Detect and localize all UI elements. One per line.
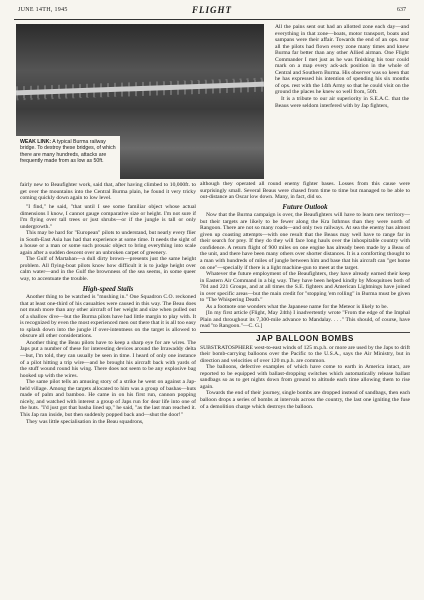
paragraph: Whatever the future employment of the Beaufighters, they have already earned their keep in Eastern Air Command in a big way. They have been helped kindly by Mosquitoes both of 704 and 221 Groups, and at all times the S.E. fighters and American Lightnings have joined in over specific areas—but the main credit for "stopping 'em rolling" in Burma must be given to "The Whispering Death." bbox=[200, 271, 410, 304]
header-date: JUNE 14TH, 1945 bbox=[18, 7, 68, 13]
section-heading: JAP BALLOON BOMBS bbox=[256, 334, 354, 344]
caption-heading: WEAK LINK: bbox=[20, 139, 52, 145]
paragraph: They was little specialisation in the Beau squadrons, bbox=[26, 418, 144, 425]
right-column bbox=[200, 181, 410, 410]
railway-bridge-photo bbox=[16, 24, 264, 179]
paragraph: All the pains sent out had an allotted zone each day—and everything in that zone—boats, motor transport, boats and sampans were their affair. Towards the end of an ops. tour all the pilots had flown every zone many times and knew Burma far better than any other Allied airman. One Flight Commander I met just as he was finishing his tour could mark on a map every ack-ack position in the whole of Central and Southern Burma. His observer was so keen that he has expressed his intention of spending his six months of ops. rest with the 14th Army so that he could visit on the ground the places he knew so well from, 50ft. bbox=[275, 24, 409, 96]
paragraph: [In my first article (Flight, May 24th) I inadvertently wrote "From the edge of the Imphal Plain and throughout its 7,300-mile advance to Mandalay. . . ." This should, of course, have read "to Rangoon."—C. G.] bbox=[200, 310, 410, 330]
paragraph: The same pilot tells an amusing story of a strike he went on against a Jap-held village. Among the targets allocated to him was a group of bashas—huts made of palm and bamboo. He came in on his first run, cannon popping nicely, and watched with interest a group of Japs run for dear life into one of the huts. "I'd just got that basha lined up," he said, "as the last man reached it. This Jap ran inside, but then suddenly popped back and—shut the door!" bbox=[20, 379, 196, 418]
divider bbox=[200, 332, 410, 333]
left-column-top bbox=[20, 182, 196, 202]
paragraph: Another thing the Beau pilots have to keep a sharp eye for are wires. The Japs put a number of these for interesting devices around the Irrawaddy delta—but, I'm told, they can usually be seen in time. I heard of only one instance of a pilot hitting a trip wire—and he brought his aircraft back with yards of the stuff wound round his wing. There does not seem to be any explosive bag hooked up with the wires. bbox=[20, 339, 196, 379]
paragraph: Towards the end of their journey, single bombs are dropped instead of sandbags, then each balloon drops a series of bombs at intervals across the country, the last one igniting the fuse of a demolition charge which destroys the balloon. bbox=[200, 390, 410, 410]
right-column-top bbox=[275, 24, 409, 109]
left-column bbox=[20, 204, 196, 425]
paragraph: It is a tribute to our air superiority in S.E.A.C. that the Beaus were seldom interfered with by Jap fighters, bbox=[275, 96, 409, 109]
paragraph: SUBSTRATOSPHERE west-to-east winds of 125 m.p.h. or more are used by the Japs to drift their bomb-carrying balloons over the Pacific to the U.S.A., says the Air Ministry, but in direction and velocities of over 120 m.p.h. are common. bbox=[200, 344, 410, 364]
paragraph: although they operated all round enemy fighter bases. Losses from this cause were surprisingly small. Several Beaus were chased from time to time but managed to be able to out-distance an Oscar low down. Many, in fact, did so. bbox=[200, 181, 410, 201]
page-number: 637 bbox=[397, 7, 406, 13]
paragraph: fairly new to Beaufighter work, said that, after having climbed to 10,000ft. to get over the mountains into the Central Burma plain, he found it very tricky coming quickly down again to low level. bbox=[20, 182, 196, 202]
page-header bbox=[14, 5, 410, 20]
magazine-title: FLIGHT bbox=[191, 5, 232, 15]
paragraph: As a footnote one wonders what the Japanese name for the Meteor is likely to be. bbox=[206, 303, 389, 310]
section-heading: High-speed Stalls bbox=[82, 284, 134, 293]
paragraph: The balloons, defective examples of which have come to earth in America intact, are reported to be equipped with ballast-dropping switches which automatically release ballast sandbags so as to get nights down from ground to altitude each time allowing them to rise again. bbox=[200, 364, 410, 390]
paragraph: Now that the Burma campaign is over, the Beaufighters will have to learn new territory—but their targets are likely to be fewer along the Kra Isthmus than they were north of Rangoon. There are not so many roads—and only two railways. At sea the enemy has almost given up coasting attempts—with one result that the Beaus may well have to range far in their search for prey. If they do they will face long hauls over the inhospitable country with confidence. A return flight of 900 miles on one engine has already been made by a Beau of the unit, and there have been many others over shorter distances. It is a comforting thought to a man with hundreds of miles of jungle between him and base that his aircraft can "get home on one"—specially if there is a light machine-gun to meet at the target. bbox=[200, 212, 410, 271]
paragraph: Another thing to be watched is "mushing in." One Squadron C.O. reckoned that at least one-third of his casualties were caused in this way. The Beau does not mush more than any other aircraft of her weight and size when pulled out of a shallow dive—but the Burma pilots have had little margin to play with. It is recognized by even the most experienced men out there that it is all too easy to splash down into the jungle if over-intentness on the target is allowed to obscure all other considerations. bbox=[20, 294, 196, 340]
paragraph: "I find," he said, "that until I see some familiar object whose actual dimensions I know, I cannot gauge comparative size or height. I'm not sure if I'm flying over tall trees or just shrubs—or if the jungle is tall or only undergrowth." bbox=[20, 204, 196, 230]
caption-text: A typical Burma railway bridge. To destroy these bridges, of which there are many hundreds, attacks are frequently made from as low as 50ft. bbox=[20, 139, 116, 165]
paragraph: The Gulf of Martaban—a dull dirty brown—presents just the same height problem. All flying-boat pilots know how difficult it is to judge height over calm water—and in the Gulf the brownness of the sea seems, in some queer way, to accentuate the trouble. bbox=[20, 256, 196, 283]
section-heading: Future Outlook bbox=[282, 202, 328, 211]
paragraph: This may be hard for "European" pilots to understand, but nearly every flier in South-East Asia has had that experience at some time. It needs the sight of a house or a man or some such prosaic object to bring everything into scale again after a sudden descent over an unbroken carpet of greenery. bbox=[20, 230, 196, 256]
photo-caption bbox=[16, 136, 120, 179]
